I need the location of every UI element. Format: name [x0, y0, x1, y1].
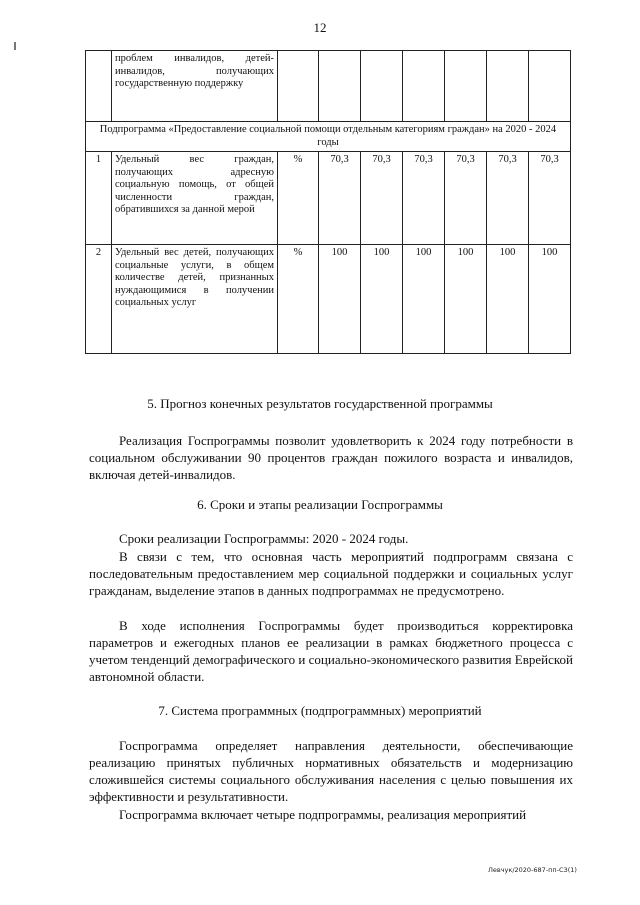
indicator-name-cell: проблем инвалидов, детей-инвалидов, получающих государственную поддержку: [112, 51, 278, 122]
indicators-table: [85, 50, 571, 354]
table-row: [86, 152, 571, 245]
value-cell: 100: [403, 245, 445, 354]
value-cell: 70,3: [319, 152, 361, 245]
subprogram-title: Подпрограмма «Предоставление социальной помощи отдельным категориям граждан» на 2020 - 2024 годы: [86, 122, 571, 152]
table-row-continued: [86, 51, 571, 122]
row-number: 1: [86, 152, 112, 245]
section-7-heading: 7. Система программных (подпрограммных) мероприятий: [158, 703, 482, 718]
section-7-paragraph-2: Госпрограмма включает четыре подпрограммы, реализация мероприятий: [119, 807, 527, 822]
subprogram-row: [86, 122, 571, 152]
value-cell: 70,3: [529, 152, 571, 245]
section-7-paragraph-1: Госпрограмма определяет направления деятельности, обеспечивающие реализацию принятых публичных нормативных обязательств и модернизацию сложившейся системы социального обслуживания населения с целью повышения их эффективности и результативности.: [89, 738, 573, 804]
value-cell: 100: [319, 245, 361, 354]
unit-cell: %: [278, 152, 319, 245]
document-code: Левчук/2020-687-пп-СЗ(1): [488, 866, 577, 874]
value-cell: 70,3: [445, 152, 487, 245]
section-6-paragraph-3: В ходе исполнения Госпрограммы будет производиться корректировка параметров и ежегодных планов ее реализации в рамках бюджетного процесса с учетом тенденций демографического и социально-экономического развития Еврейской автономной области.: [89, 618, 573, 684]
unit-cell: %: [278, 245, 319, 354]
value-cell: 70,3: [403, 152, 445, 245]
section-6-paragraph-1: Сроки реализации Госпрограммы: 2020 - 2024 годы.: [119, 531, 409, 546]
section-5-heading: 5. Прогноз конечных результатов государственной программы: [147, 396, 493, 411]
value-cell: 100: [361, 245, 403, 354]
page-number: 12: [313, 20, 327, 35]
section-5-paragraph: Реализация Госпрограммы позволит удовлетворить к 2024 году потребности в социальном обслуживании 90 процентов граждан пожилого возраста и инвалидов, включая детей-инвалидов.: [89, 433, 573, 482]
scan-mark: [14, 42, 16, 50]
table-row: [86, 245, 571, 354]
section-6-paragraph-2: В связи с тем, что основная часть мероприятий подпрограмм связана с последовательным предоставлением мер социальной поддержки и социальных услуг гражданам, выделение этапов в данных подпрограммах не предусмотрено.: [89, 549, 573, 598]
indicator-name-cell: Удельный вес граждан, получающих адресную социальную помощь, от общей численности граждан, обратившихся за данной мерой: [112, 152, 278, 245]
value-cell: 100: [487, 245, 529, 354]
value-cell: 70,3: [361, 152, 403, 245]
value-cell: 100: [445, 245, 487, 354]
row-number: 2: [86, 245, 112, 354]
section-6-heading: 6. Сроки и этапы реализации Госпрограммы: [197, 497, 443, 512]
indicator-name-cell: Удельный вес детей, получающих социальные услуги, в общем количестве детей, признанных нуждающимися в получении социальных услуг: [112, 245, 278, 354]
value-cell: 70,3: [487, 152, 529, 245]
value-cell: 100: [529, 245, 571, 354]
num-cell: [86, 51, 112, 122]
